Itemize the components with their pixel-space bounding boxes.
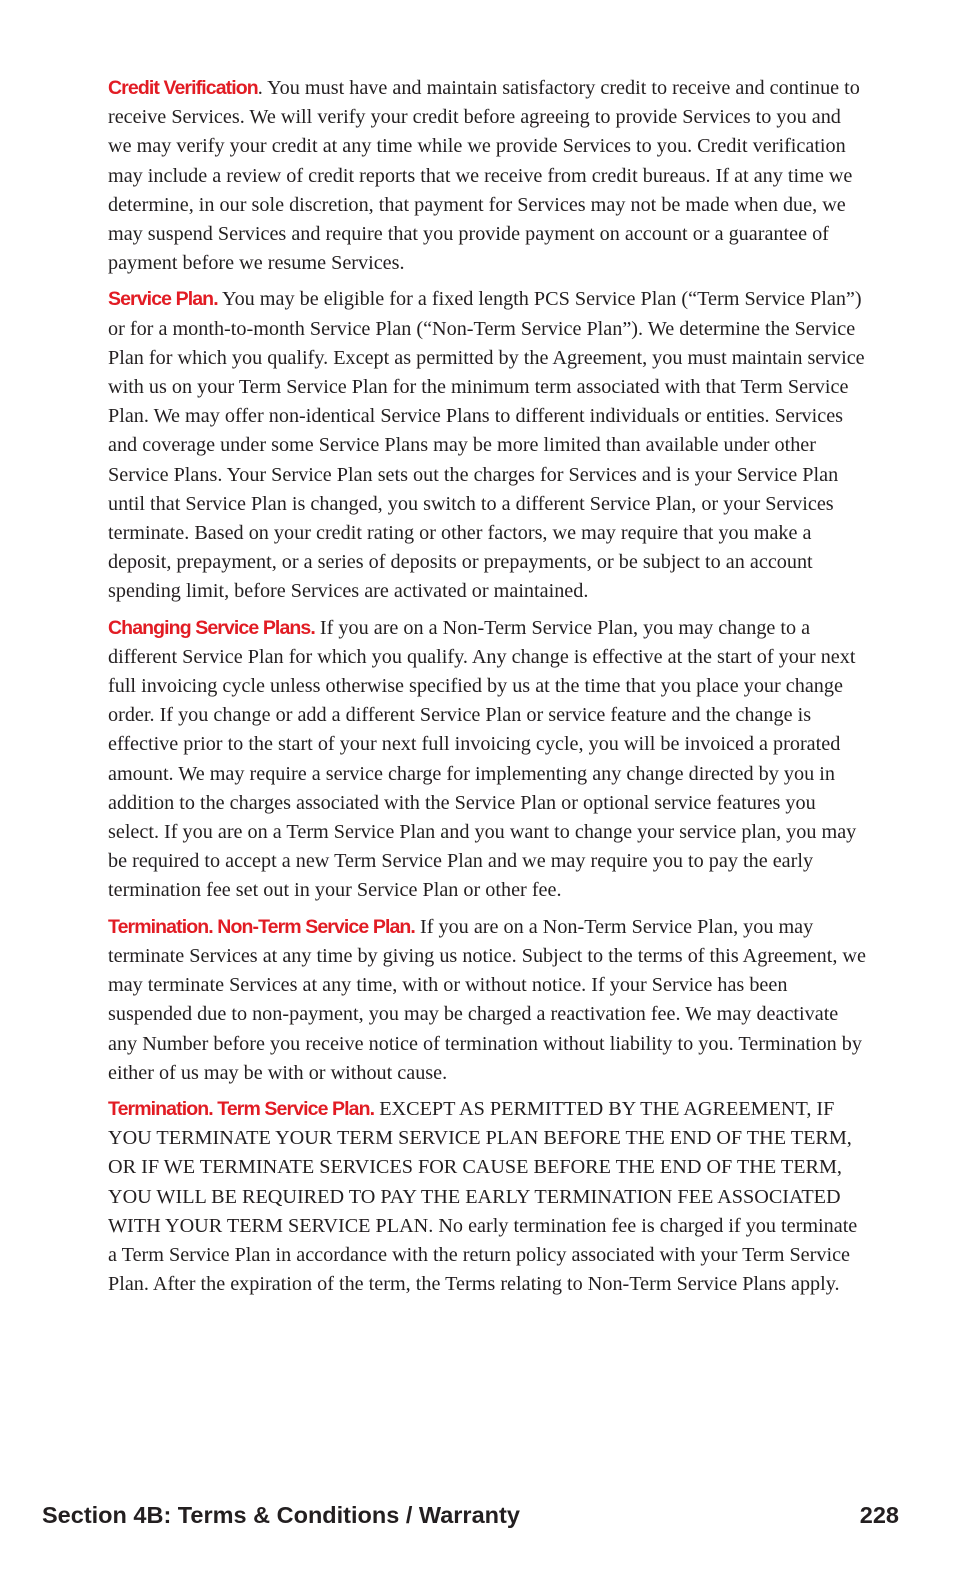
service-plan-paragraph [108, 285, 868, 606]
termination-non-term-body: If you are on a Non-Term Service Plan, you may terminate Services at any time by giving us notice. Subject to the terms of this Agreement, we may terminate Services at any time, with or without notice. If your Service has been suspended due to non-payment, you may be charged a reactivation fee. We may deactivate any Number before you receive notice of termination without liability to you. Termination by either of us may be with or without cause. [108, 915, 866, 1084]
termination-non-term-paragraph [108, 913, 868, 1088]
credit-verification-heading: Credit Verification [108, 77, 258, 99]
termination-term-body: EXCEPT AS PERMITTED BY THE AGREEMENT, IF YOU TERMINATE YOUR TERM SERVICE PLAN BEFORE THE END OF THE TERM, OR IF WE TERMINATE SERVICES FOR CAUSE BEFORE THE END OF THE TERM, YOU WILL BE REQUIRED TO PAY THE EARLY TERMINATION FEE ASSOCIATED WITH YOUR TERM SERVICE PLAN. No early termination fee is charged if you terminate a Term Service Plan in accordance with the return policy associated with your Term Service Plan. After the expiration of the term, the Terms relating to Non-Term Service Plans apply. [108, 1097, 858, 1296]
page-footer [42, 1502, 899, 1529]
changing-service-plans-paragraph [108, 614, 868, 906]
page-content [108, 74, 868, 1306]
termination-non-term-heading: Termination. Non-Term Service Plan. [108, 915, 415, 938]
credit-verification-body: . You must have and maintain satisfactory credit to receive and continue to receive Services. We will verify your credit before agreeing to provide Services to you and we may verify your credit at any time while we provide Services to you. Credit verification may include a review of credit reports that we receive from credit bureaus. If at any time we determine, in our sole discretion, that payment for Services may not be made when due, we may suspend Services and require that you provide payment on account or a guarantee of payment before we resume Services. [108, 77, 860, 275]
footer-section-title: Section 4B: Terms & Conditions / Warranty [42, 1502, 520, 1528]
termination-term-heading: Termination. Term Service Plan. [108, 1097, 375, 1120]
termination-term-paragraph [108, 1095, 868, 1299]
changing-service-plans-heading: Changing Service Plans. [108, 616, 315, 639]
footer-page-number: 228 [859, 1502, 899, 1528]
changing-service-plans-body: If you are on a Non-Term Service Plan, you may change to a different Service Plan for which you qualify. Any change is effective at the start of your next full invoicing cycle unless otherwise specified by us at the time that you place your change order. If you change or add a different Service Plan or service feature and the change is effective prior to the start of your next full invoicing cycle, you will be invoiced a prorated amount. We may require a service charge for implementing any change directed by you in addition to the charges associated with the Service Plan or optional service features you select. If you are on a Term Service Plan and you want to change your service plan, you may be required to accept a new Term Service Plan and we may require you to pay the early termination fee set out in your Service Plan or other fee. [108, 616, 857, 902]
service-plan-heading: Service Plan. [108, 288, 218, 311]
service-plan-body: You may be eligible for a fixed length PCS Service Plan (“Term Service Plan”) or for a month-to-month Service Plan (“Non-Term Service Plan”). We determine the Service Plan for which you qualify. Except as permitted by the Agreement, you must maintain service with us on your Term Service Plan for the minimum term associated with that Term Service Plan. We may offer non-identical Service Plans to different individuals or entities. Services and coverage under some Service Plans may be more limited than available under other Service Plans. Your Service Plan sets out the charges for Services and is your Service Plan until that Service Plan is changed, you switch to a different Service Plan, or your Services terminate. Based on your credit rating or other factors, we may require that you make a deposit, prepayment, or a series of deposits or prepayments, or be subject to an account spending limit, before Services are activated or maintained. [108, 288, 865, 603]
credit-verification-paragraph [108, 74, 868, 278]
